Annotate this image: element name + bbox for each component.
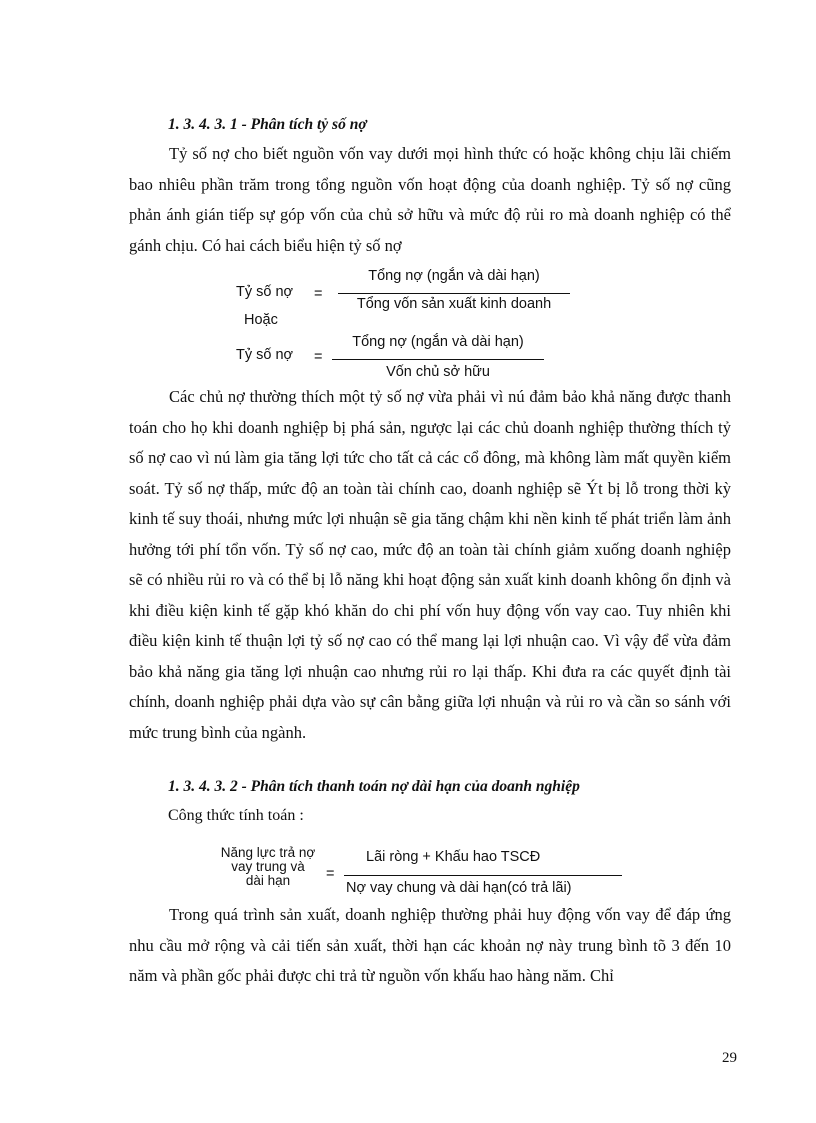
- formula-2-denominator: Vốn chủ sở hữu: [386, 364, 490, 380]
- formula-3-denominator: Nợ vay chung và dài hạn(có trả lãi): [346, 880, 572, 896]
- debt-ratio-discussion: Các chủ nợ thường thích một tỷ số nợ vừa phải vì nú đảm bảo khả năng được thanh toán cho họ khi doanh nghiệp bị phá sản, ngược lại các chủ doanh nghiệp thường thích tỷ số nợ cao vì nú làm gia tăng lợi tức cho tất cả các cổ đông, mà không làm mất quyền kiểm soát. Tỷ số nợ thấp, mức độ an toàn tài chính cao, doanh nghiệp sẽ Ýt bị lỗ trong thời kỳ kinh tế suy thoái, nhưng mức lợi nhuận sẽ gia tăng chậm khi nền kinh tế phát triển làm ảnh hưởng tới phí tổn vốn. Tỷ số nợ cao, mức độ an toàn tài chính giảm xuống doanh nghiệp sẽ có nhiều rủi ro và có thể bị lỗ năng khi hoạt động sản xuất kinh doanh không ổn định và khi điều kiện kinh tế gặp khó khăn do chi phí vốn huy động vốn vay cao. Tuy nhiên khi điều kiện kinh tế thuận lợi tỷ số nợ cao có thể mang lại lợi nhuận cao. Vì vậy để vừa đảm bảo khả năng gia tăng lợi nhuận cao nhưng rủi ro lại thấp. Khi đưa ra các quyết định tài chính, doanh nghiệp phải dựa vào sự cân bằng giữa lợi nhuận và rủi ro và cần so sánh với mức trung bình của ngành.: [129, 387, 731, 742]
- page-number: 29: [722, 1050, 737, 1066]
- formula-2-equals: =: [314, 349, 323, 365]
- formula-intro: Công thức tính toán :: [168, 807, 304, 824]
- formula-3-label-line2: vay trung và: [231, 859, 305, 874]
- formula-3-numerator: Lãi ròng + Khấu hao TSCĐ: [366, 849, 541, 865]
- formula-2-fraction-bar: [332, 359, 544, 360]
- formula-3-equals: =: [326, 866, 335, 882]
- formula-2-label: Tỷ số nợ: [236, 347, 294, 363]
- formula-3-label-line3: dài hạn: [245, 873, 291, 888]
- formula-3-fraction-bar: [344, 875, 622, 876]
- formula-1-equals: =: [314, 286, 323, 302]
- or-label: Hoặc: [244, 312, 278, 328]
- section-heading-long-term-debt: 1. 3. 4. 3. 2 - Phân tích thanh toán nợ dài hạn của doanh nghiệp: [168, 778, 580, 795]
- formula-2-numerator: Tổng nợ (ngắn và dài hạn): [352, 334, 524, 350]
- long-term-debt-paragraph: Trong quá trình sản xuất, doanh nghiệp thường phải huy động vốn vay để đáp ứng nhu cầu mở rộng và cải tiến sản xuất, thời hạn các khoản nợ này trung bình tõ 3 đến 10 năm và phần gốc phải được chi trả từ nguồn vốn khấu hao hàng năm. Chỉ: [129, 905, 731, 985]
- formula-1-label: Tỷ số nợ: [236, 284, 294, 300]
- section-heading-debt-ratio: 1. 3. 4. 3. 1 - Phân tích tỷ số nợ: [168, 116, 367, 133]
- intro-paragraph: Tỷ số nợ cho biết nguồn vốn vay dưới mọi hình thức có hoặc không chịu lãi chiếm bao nhiêu phần trăm trong tổng nguồn vốn hoạt động của doanh nghiệp. Tỷ số nợ cũng phản ánh gián tiếp sự góp vốn của chủ sở hữu và mức độ rủi ro mà doanh nghiệp có thể gánh chịu. Có hai cách biểu hiện tỷ số nợ: [129, 144, 731, 255]
- formula-1-denominator: Tổng vốn sản xuất kinh doanh: [356, 296, 552, 312]
- formula-3-label-line1: Năng lực trả nợ: [220, 845, 316, 860]
- formula-1-numerator: Tổng nợ (ngắn và dài hạn): [368, 268, 540, 284]
- formula-1-fraction-bar: [338, 293, 570, 294]
